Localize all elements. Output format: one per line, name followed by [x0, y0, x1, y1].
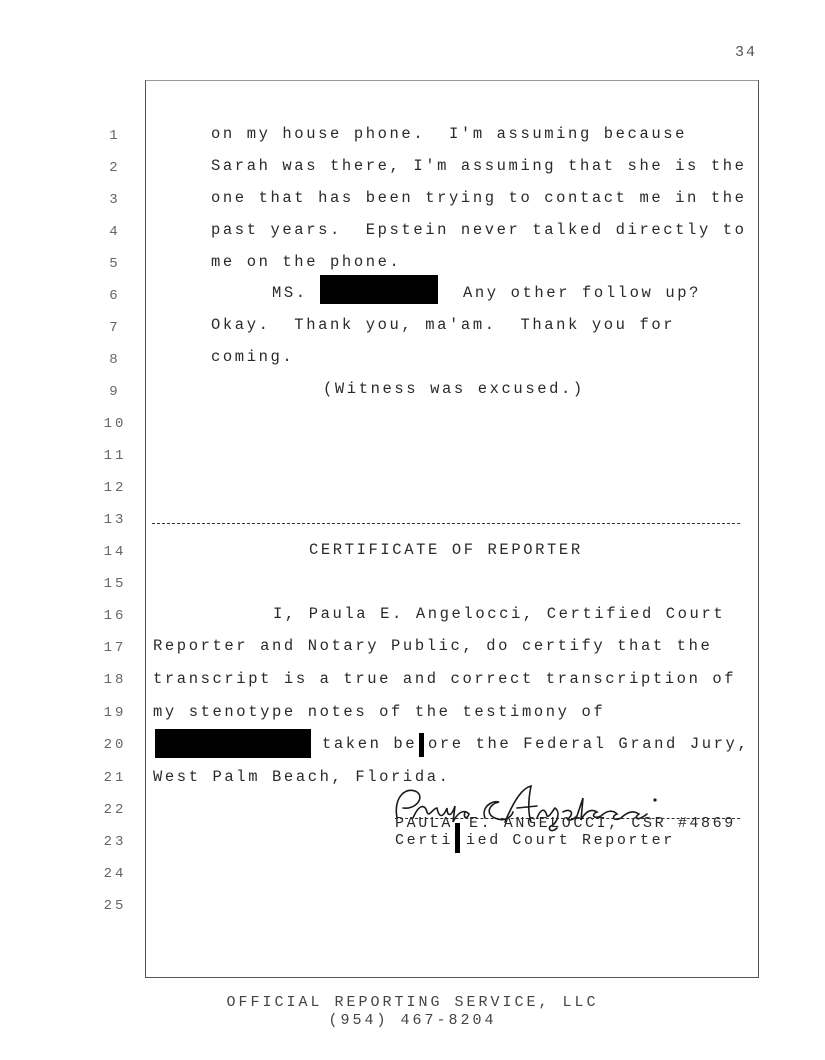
line-number: 12	[103, 480, 127, 496]
line-number: 21	[103, 770, 127, 786]
page-number: 34	[734, 44, 757, 61]
redaction-bar	[320, 275, 438, 304]
footer-phone: (954) 467-8204	[328, 1012, 497, 1029]
section-divider	[152, 523, 740, 524]
parenthetical-note: (Witness was excused.)	[323, 380, 585, 398]
line-number: 3	[109, 192, 121, 208]
line-number: 9	[109, 384, 121, 400]
line-number: 5	[109, 256, 121, 272]
transcript-line: Sarah was there, I'm assuming that she is the	[211, 157, 747, 175]
transcript-line: Any other follow up?	[463, 284, 702, 302]
speaker-label: MS.	[272, 284, 308, 302]
line-number: 20	[103, 737, 127, 753]
line-number: 15	[103, 576, 127, 592]
line-number: 17	[103, 640, 127, 656]
certificate-line: Reporter and Notary Public, do certify that the	[153, 637, 713, 655]
transcript-line: on my house phone. I'm assuming because	[211, 125, 688, 143]
transcript-line: Okay. Thank you, ma'am. Thank you for	[211, 316, 676, 334]
transcript-line: past years. Epstein never talked directly to	[211, 221, 747, 239]
reporter-name: E. ANGELOCCI, CSR #4869	[469, 815, 736, 832]
footer-company: OFFICIAL REPORTING SERVICE, LLC	[226, 994, 599, 1011]
line-number: 14	[103, 544, 127, 560]
line-number: 13	[103, 512, 127, 528]
line-number: 24	[103, 866, 127, 882]
transcript-line: coming.	[211, 348, 295, 366]
reporter-name: PAULA	[395, 815, 454, 832]
line-number: 19	[103, 705, 127, 721]
reporter-title: Certi	[395, 832, 454, 849]
certificate-line: taken be	[322, 735, 418, 753]
line-number: 22	[103, 802, 127, 818]
line-number: 6	[109, 288, 121, 304]
line-number: 23	[103, 834, 127, 850]
line-number: 4	[109, 224, 121, 240]
certificate-line: West Palm Beach, Florida.	[153, 768, 451, 786]
certificate-line: transcript is a true and correct transcription of	[153, 670, 737, 688]
line-number: 7	[109, 320, 121, 336]
line-number: 10	[103, 416, 127, 432]
certificate-line: I, Paula E. Angelocci, Certified Court	[273, 605, 726, 623]
line-number: 11	[103, 448, 127, 464]
redaction-bar	[419, 733, 424, 757]
transcript-line: one that has been trying to contact me in the	[211, 189, 747, 207]
transcript-line: me on the phone.	[211, 253, 402, 271]
certificate-line: ore the Federal Grand Jury,	[428, 735, 750, 753]
certificate-title: CERTIFICATE OF REPORTER	[309, 541, 583, 559]
redaction-bar	[455, 833, 460, 853]
line-number: 2	[109, 160, 121, 176]
line-number: 18	[103, 672, 127, 688]
line-number: 1	[109, 128, 121, 144]
line-number: 16	[103, 608, 127, 624]
line-number: 25	[103, 898, 127, 914]
certificate-line: my stenotype notes of the testimony of	[153, 703, 606, 721]
reporter-title: ied Court Reporter	[466, 832, 675, 849]
line-number: 8	[109, 352, 121, 368]
redaction-bar	[155, 729, 311, 758]
